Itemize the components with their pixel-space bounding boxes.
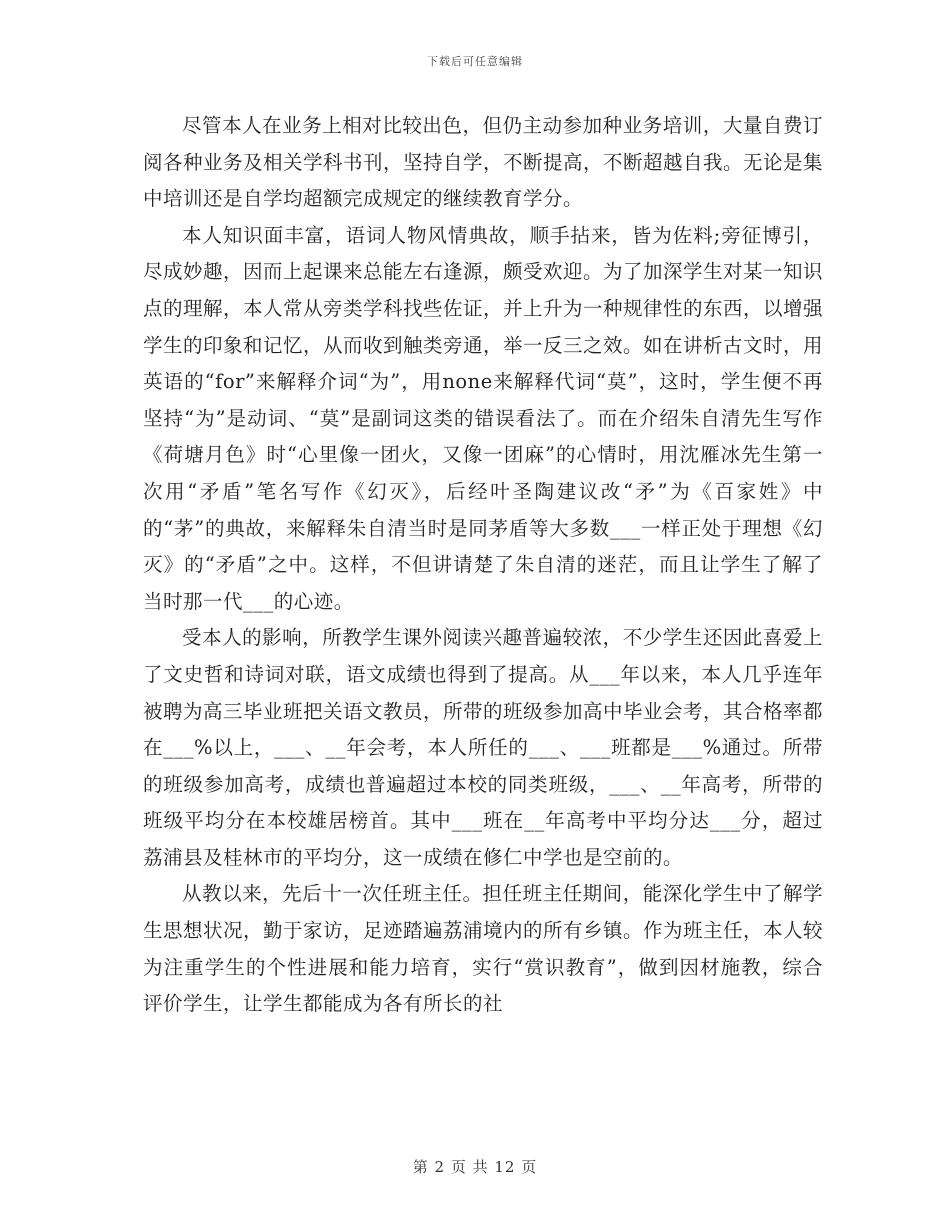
- paragraph-4: 从教以来，先后十一次任班主任。担任班主任期间，能深化学生中了解学生思想状况，勤于家访，足迹踏遍荔浦境内的所有乡镇。作为班主任，本人较为注重学生的个性进展和能力培育，实行“赏识教育”，做到因材施教，综合评价学生，让学生都能成为各有所长的社: [143, 882, 824, 1016]
- document-body: [143, 108, 823, 1023]
- page-number-footer: 第 2 页 共 12 页: [412, 1158, 538, 1176]
- paragraph-3: 受本人的影响，所教学生课外阅读兴趣普遍较浓，不少学生还因此喜爱上了文史哲和诗词对联，语文成绩也得到了提高。从___年以来，本人几乎连年被聘为高三毕业班把关语文教员，所带的班级参加高中毕业会考，其合格率都在___%以上，___、__年会考，本人所任的___、___班都是___%通过。所带的班级参加高考，成绩也普遍超过本校的同类班级，___、__年高考，所带的班级平均分在本校雄居榜首。其中___班在__年高考中平均分达___分，超过荔浦县及桂林市的平均分，这一成绩在修仁中学也是空前的。: [143, 626, 824, 869]
- page-header: 下载后可任意编辑: [427, 55, 523, 68]
- paragraph-1: 尽管本人在业务上相对比较出色，但仍主动参加种业务培训，大量自费订阅各种业务及相关学科书刊，坚持自学，不断提高，不断超越自我。无论是集中培训还是自学均超额完成规定的继续教育学分。: [143, 114, 824, 211]
- paragraph-2: 本人知识面丰富，语词人物风情典故，顺手拈来，皆为佐料;旁征博引，尽成妙趣，因而上起课来总能左右逢源，颇受欢迎。为了加深学生对某一知识点的理解，本人常从旁类学科找些佐证，并上升为一种规律性的东西，以增强学生的印象和记忆，从而收到触类旁通，举一反三之效。如在讲析古文时，用英语的“for”来解释介词“为”，用none来解释代词“莫”，这时，学生便不再坚持“为”是动词、“莫”是副词这类的错误看法了。而在介绍朱自清先生写作《荷塘月色》时“心里像一团火，又像一团麻”的心情时，用沈雁冰先生第一次用“矛盾”笔名写作《幻灭》，后经叶圣陶建议改“矛”为《百家姓》中的“茅”的典故，来解释朱自清当时是同茅盾等大多数___一样正处于理想《幻灭》的“矛盾”之中。这样，不但讲请楚了朱自清的迷茫，而且让学生了解了当时那一代___的心迹。: [143, 223, 824, 613]
